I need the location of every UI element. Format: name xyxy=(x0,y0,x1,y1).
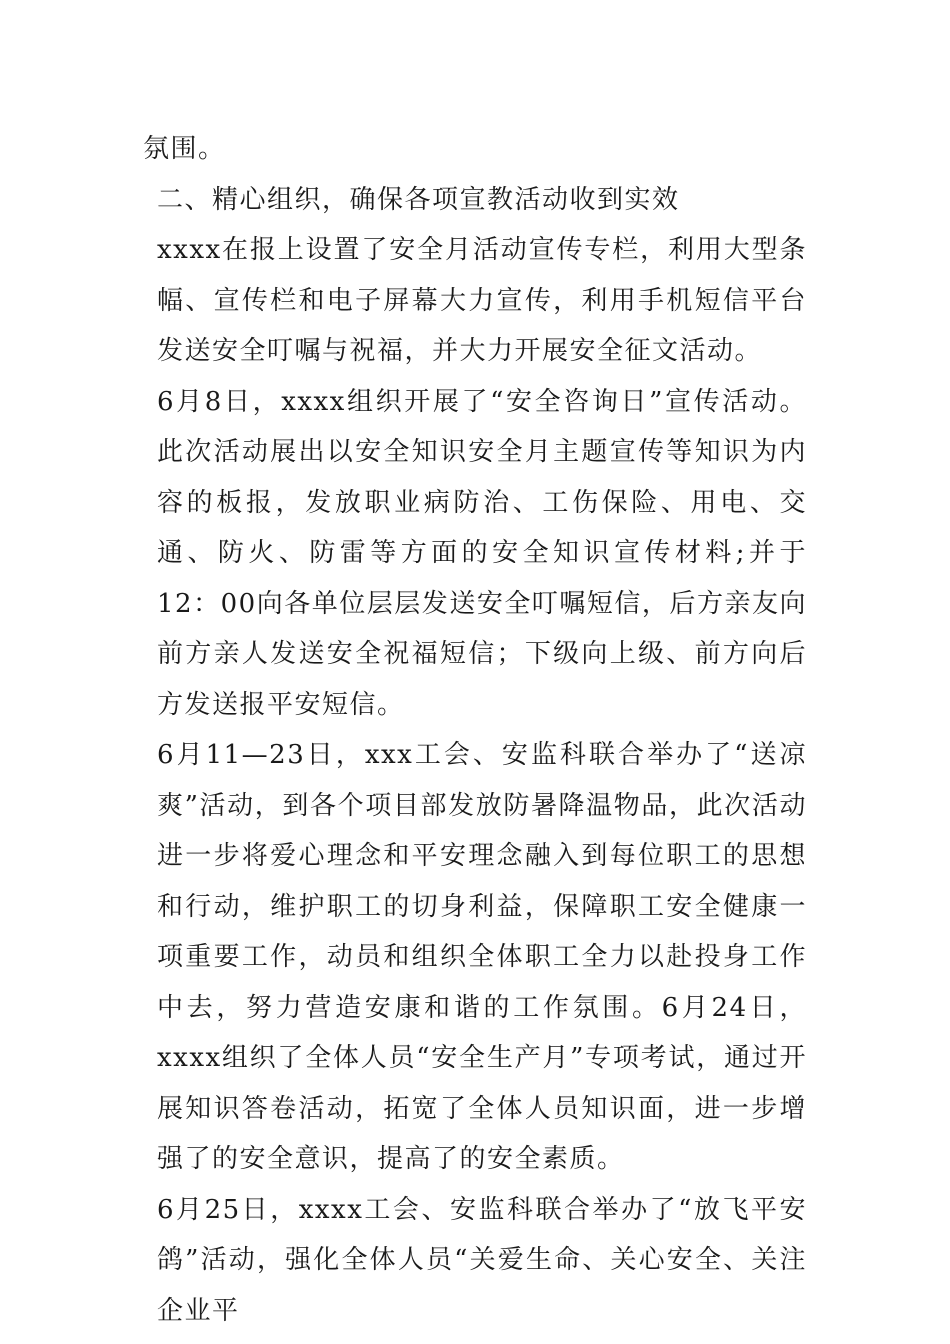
paragraph: xxxx在报上设置了安全月活动宣传专栏，利用大型条幅、宣传栏和电子屏幕大力宣传，利用手机短信平台发送安全叮嘱与祝福，并大力开展安全征文活动。 xyxy=(157,235,807,366)
paragraph: 6月11—23日，xxx工会、安监科联合举办了“送凉爽”活动，到各个项目部发放防暑降温物品，此次活动进一步将爱心理念和平安理念融入到每位职工的思想和行动，维护职工的切身利益，保障职工安全健康一项重要工作，动员和组织全体职工全力以赴投身工作中去，努力营造安康和谐的工作氛围。6月24日，xxxx组织了全体人员“安全生产月”专项考试，通过开展知识答卷活动，拓宽了全体人员知识面，进一步增强了的安全意识，提高了的安全素质。 xyxy=(157,740,807,1174)
document-body xyxy=(143,124,807,1336)
paragraph: 6月25日，xxxx工会、安监科联合举办了“放飞平安鸽”活动，强化全体人员“关爱生命、关心安全、关注企业平 xyxy=(157,1194,807,1326)
paragraph-continuation: 氛围。 xyxy=(143,134,226,164)
paragraph: 6月8日，xxxx组织开展了“安全咨询日”宣传活动。此次活动展出以安全知识安全月主题宣传等知识为内容的板报，发放职业病防治、工伤保险、用电、交通、防火、防雷等方面的安全知识宣传材料;并于12：00向各单位层层发送安全叮嘱短信，后方亲友向前方亲人发送安全祝福短信；下级向上级、前方向后方发送报平安短信。 xyxy=(157,386,807,720)
section-heading: 二、精心组织，确保各项宣教活动收到实效 xyxy=(157,184,680,215)
